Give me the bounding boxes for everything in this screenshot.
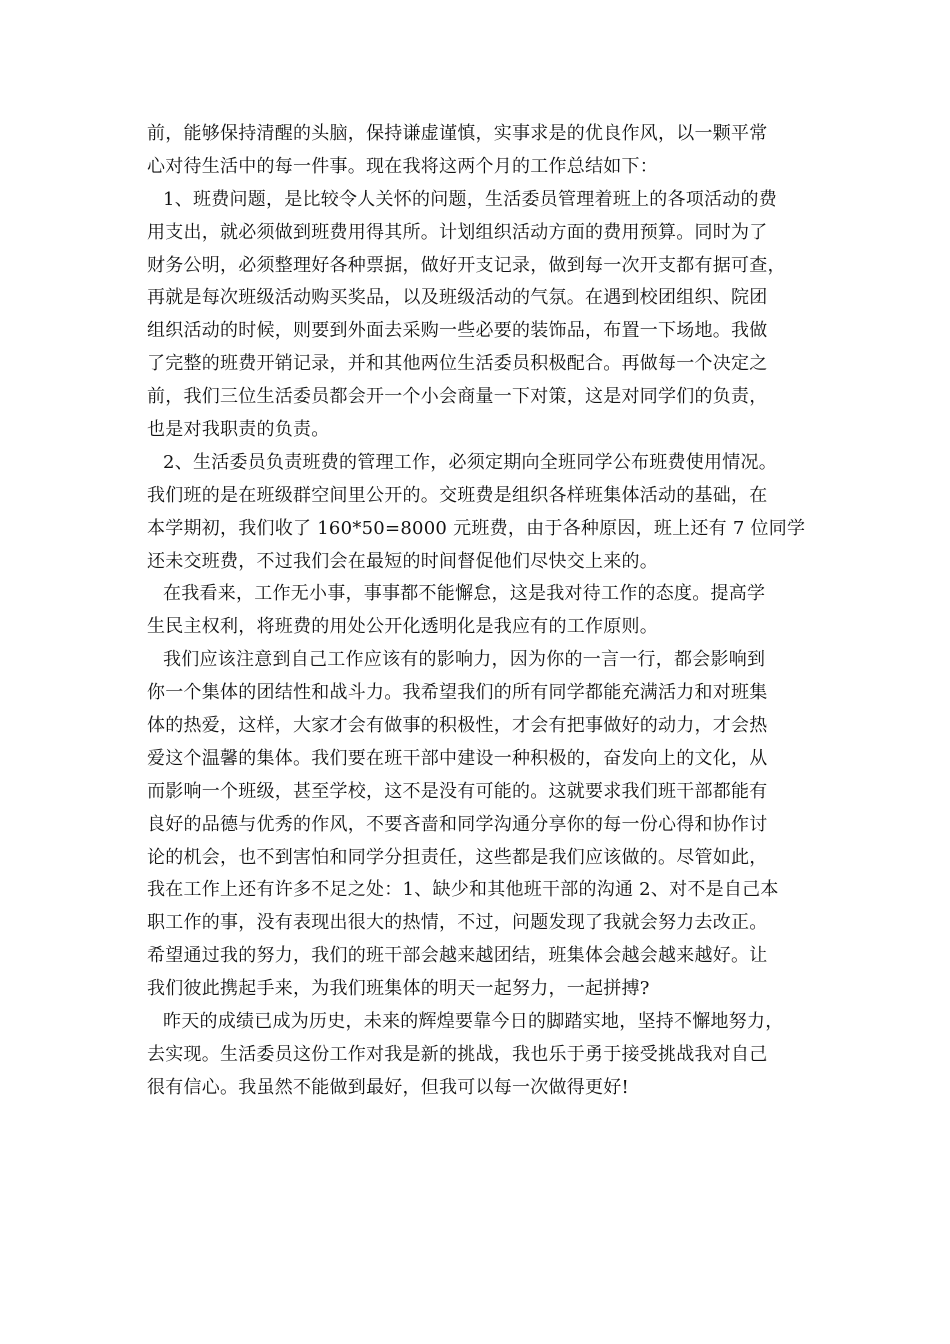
paragraph-start-line: 在我看来，工作无小事，事事都不能懈怠，这是我对待工作的态度。提高学	[163, 583, 766, 605]
text-line: 我们彼此携起手来，为我们班集体的明天一起努力，一起拼搏?	[147, 978, 650, 1000]
text-line: 你一个集体的团结性和战斗力。我希望我们的所有同学都能充满活力和对班集	[147, 682, 768, 704]
text-line: 心对待生活中的每一件事。现在我将这两个月的工作总结如下：	[147, 155, 658, 177]
paragraph-start-line: 2、生活委员负责班费的管理工作，必须定期向全班同学公布班费使用情况。	[163, 451, 777, 473]
text-line: 爱这个温馨的集体。我们要在班干部中建设一种积极的，奋发向上的文化，从	[147, 747, 768, 769]
text-line: 前，能够保持清醒的头脑，保持谦虚谨慎，实事求是的优良作风，以一颗平常	[147, 123, 768, 144]
text-line: 职工作的事，没有表现出很大的热情，不过，问题发现了我就会努力去改正。	[147, 912, 768, 934]
text-line: 组织活动的时候，则要到外面去采购一些必要的装饰品，布置一下场地。我做	[147, 320, 768, 342]
paragraph-start-line: 昨天的成绩已成为历史，未来的辉煌要靠今日的脚踏实地，坚持不懈地努力，	[163, 1011, 784, 1033]
text-line: 论的机会，也不到害怕和同学分担责任，这些都是我们应该做的。尽管如此，	[147, 846, 768, 868]
text-line: 用支出，就必须做到班费用得其所。计划组织活动方面的费用预算。同时为了	[147, 221, 768, 243]
text-line: 本学期初，我们收了 160*50=8000 元班费，由于各种原因，班上还有 7 位同学	[147, 517, 806, 539]
paragraph-start-line: 我们应该注意到自己工作应该有的影响力，因为你的一言一行，都会影响到	[163, 649, 766, 671]
text-line: 良好的品德与优秀的作风，不要吝啬和同学沟通分享你的每一份心得和协作讨	[147, 813, 768, 835]
text-line: 希望通过我的努力，我们的班干部会越来越团结，班集体会越会越来越好。让	[147, 945, 768, 967]
text-line: 而影响一个班级，甚至学校，这不是没有可能的。这就要求我们班干部都能有	[147, 780, 768, 802]
document-body	[147, 118, 807, 1105]
text-line: 体的热爱，这样，大家才会有做事的积极性，才会有把事做好的动力，才会热	[147, 715, 768, 737]
text-line: 了完整的班费开销记录，并和其他两位生活委员积极配合。再做每一个决定之	[147, 353, 768, 375]
text-line: 生民主权利，将班费的用处公开化透明化是我应有的工作原则。	[147, 616, 658, 638]
paragraph-start-line: 1、班费问题，是比较令人关怀的问题，生活委员管理着班上的各项活动的费	[163, 188, 777, 210]
text-line: 财务公明，必须整理好各种票据，做好开支记录，做到每一次开支都有据可查，	[147, 254, 786, 276]
text-line: 我们班的是在班级群空间里公开的。交班费是组织各样班集体活动的基础，在	[147, 484, 768, 506]
text-line: 还未交班费，不过我们会在最短的时间督促他们尽快交上来的。	[147, 550, 658, 572]
text-line: 我在工作上还有许多不足之处：1、缺少和其他班干部的沟通 2、对不是自己本	[147, 879, 779, 901]
text-line: 也是对我职责的负责。	[147, 419, 330, 441]
text-line: 很有信心。我虽然不能做到最好，但我可以每一次做得更好!	[147, 1076, 629, 1098]
text-line: 前，我们三位生活委员都会开一个小会商量一下对策，这是对同学们的负责，	[147, 386, 768, 408]
text-line: 去实现。生活委员这份工作对我是新的挑战，我也乐于勇于接受挑战我对自己	[147, 1043, 768, 1065]
text-line: 再就是每次班级活动购买奖品，以及班级活动的气氛。在遇到校团组织、院团	[147, 287, 768, 309]
